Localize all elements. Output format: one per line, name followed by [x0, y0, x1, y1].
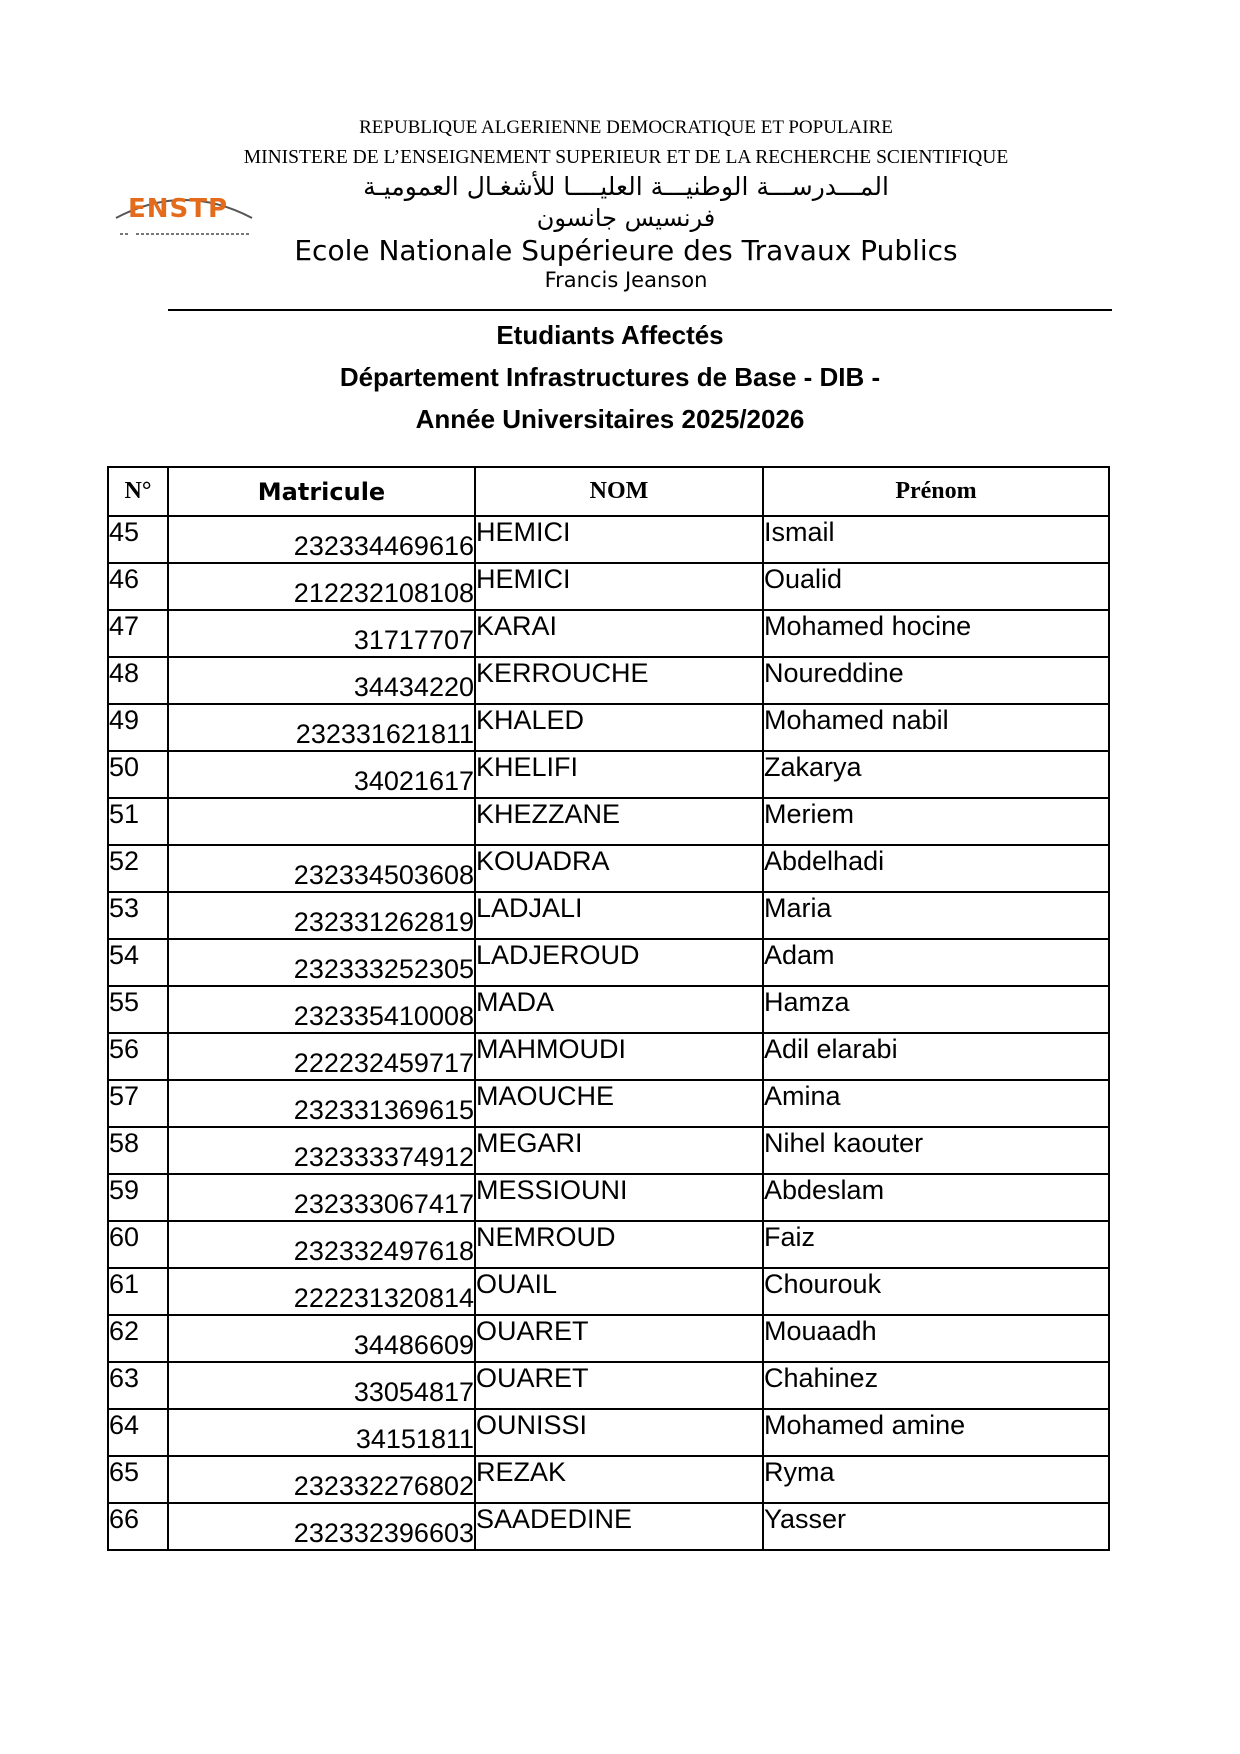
row-nom: KOUADRA: [475, 845, 763, 892]
row-nom: KHALED: [475, 704, 763, 751]
table-row: [108, 610, 1109, 657]
column-header-number: N°: [108, 467, 168, 516]
logo-text: ENSTP: [128, 194, 229, 224]
campus-name: Francis Jeanson: [544, 268, 708, 292]
row-prenom: Hamza: [763, 986, 1109, 1033]
row-matricule: 222232459717: [168, 1033, 475, 1080]
row-prenom: Meriem: [763, 798, 1109, 845]
row-matricule: 232334469616: [168, 516, 475, 563]
table-row: [108, 1080, 1109, 1127]
row-matricule: 232331262819: [168, 892, 475, 939]
row-number: 53: [108, 892, 168, 939]
table-header-row: [108, 467, 1109, 516]
row-number: 55: [108, 986, 168, 1033]
table-row: [108, 1315, 1109, 1362]
row-number: 50: [108, 751, 168, 798]
row-prenom: Noureddine: [763, 657, 1109, 704]
table-row: [108, 1409, 1109, 1456]
row-nom: LADJEROUD: [475, 939, 763, 986]
row-matricule: 34151811: [168, 1409, 475, 1456]
row-nom: OUARET: [475, 1362, 763, 1409]
table-row: [108, 1127, 1109, 1174]
row-matricule: 212232108108: [168, 563, 475, 610]
row-prenom: Adam: [763, 939, 1109, 986]
table-row: [108, 1033, 1109, 1080]
row-number: 49: [108, 704, 168, 751]
row-matricule: 232332497618: [168, 1221, 475, 1268]
table-row: [108, 516, 1109, 563]
row-nom: REZAK: [475, 1456, 763, 1503]
row-nom: KARAI: [475, 610, 763, 657]
row-prenom: Abdeslam: [763, 1174, 1109, 1221]
academic-year-title: Année Universitaires 2025/2026: [415, 404, 805, 434]
row-nom: MEGARI: [475, 1127, 763, 1174]
school-name: Ecole Nationale Supérieure des Travaux Publics: [294, 234, 958, 267]
row-nom: KERROUCHE: [475, 657, 763, 704]
row-nom: KHEZZANE: [475, 798, 763, 845]
table-row: [108, 798, 1109, 845]
row-prenom: Abdelhadi: [763, 845, 1109, 892]
table-row: [108, 892, 1109, 939]
row-number: 56: [108, 1033, 168, 1080]
table-row: [108, 1503, 1109, 1550]
row-prenom: Nihel kaouter: [763, 1127, 1109, 1174]
row-prenom: Mohamed hocine: [763, 610, 1109, 657]
row-number: 57: [108, 1080, 168, 1127]
row-number: 63: [108, 1362, 168, 1409]
row-nom: NEMROUD: [475, 1221, 763, 1268]
row-number: 60: [108, 1221, 168, 1268]
row-nom: OUAIL: [475, 1268, 763, 1315]
row-prenom: Mouaadh: [763, 1315, 1109, 1362]
row-prenom: Ismail: [763, 516, 1109, 563]
row-number: 54: [108, 939, 168, 986]
table-row: [108, 986, 1109, 1033]
row-number: 47: [108, 610, 168, 657]
row-prenom: Mohamed nabil: [763, 704, 1109, 751]
row-matricule: 232335410008: [168, 986, 475, 1033]
row-nom: MAOUCHE: [475, 1080, 763, 1127]
republic-line: REPUBLIQUE ALGERIENNE DEMOCRATIQUE ET POPULAIRE: [359, 117, 893, 138]
header-divider: [168, 309, 1112, 311]
row-prenom: Zakarya: [763, 751, 1109, 798]
table-row: [108, 1456, 1109, 1503]
row-number: 48: [108, 657, 168, 704]
row-prenom: Maria: [763, 892, 1109, 939]
row-number: 61: [108, 1268, 168, 1315]
table-row: [108, 1362, 1109, 1409]
column-header-matricule: Matricule: [168, 467, 475, 516]
row-matricule: 232333067417: [168, 1174, 475, 1221]
row-nom: MAHMOUDI: [475, 1033, 763, 1080]
row-number: 52: [108, 845, 168, 892]
row-matricule: 232332276802: [168, 1456, 475, 1503]
row-number: 59: [108, 1174, 168, 1221]
row-number: 51: [108, 798, 168, 845]
row-matricule: 31717707: [168, 610, 475, 657]
row-number: 62: [108, 1315, 168, 1362]
row-nom: HEMICI: [475, 516, 763, 563]
table-row: [108, 1174, 1109, 1221]
row-prenom: Oualid: [763, 563, 1109, 610]
row-number: 64: [108, 1409, 168, 1456]
table-row: [108, 751, 1109, 798]
table-row: [108, 845, 1109, 892]
row-matricule: 33054817: [168, 1362, 475, 1409]
row-nom: KHELIFI: [475, 751, 763, 798]
row-number: 65: [108, 1456, 168, 1503]
row-matricule: 34021617: [168, 751, 475, 798]
row-matricule: 232333374912: [168, 1127, 475, 1174]
row-prenom: Amina: [763, 1080, 1109, 1127]
row-prenom: Yasser: [763, 1503, 1109, 1550]
row-matricule: 232333252305: [168, 939, 475, 986]
row-number: 45: [108, 516, 168, 563]
arabic-campus-name: فرنسيس جانسون: [536, 204, 716, 232]
row-number: 66: [108, 1503, 168, 1550]
table-row: [108, 1268, 1109, 1315]
row-prenom: Chahinez: [763, 1362, 1109, 1409]
row-matricule: 34434220: [168, 657, 475, 704]
table-row: [108, 1221, 1109, 1268]
row-prenom: Chourouk: [763, 1268, 1109, 1315]
row-number: 58: [108, 1127, 168, 1174]
row-matricule: 222231320814: [168, 1268, 475, 1315]
row-matricule: 232331621811: [168, 704, 475, 751]
column-header-nom: NOM: [475, 467, 763, 516]
row-matricule: 232334503608: [168, 845, 475, 892]
row-prenom: Adil elarabi: [763, 1033, 1109, 1080]
list-title: Etudiants Affectés: [496, 320, 724, 350]
row-prenom: Ryma: [763, 1456, 1109, 1503]
table-row: [108, 704, 1109, 751]
row-matricule: 232332396603: [168, 1503, 475, 1550]
students-table: [107, 466, 1110, 1551]
department-title: Département Infrastructures de Base - DIB -: [339, 362, 881, 392]
column-header-prenom: Prénom: [763, 467, 1109, 516]
row-prenom: Faiz: [763, 1221, 1109, 1268]
ministry-line: MINISTERE DE L’ENSEIGNEMENT SUPERIEUR ET DE LA RECHERCHE SCIENTIFIQUE: [243, 147, 1009, 168]
table-row: [108, 939, 1109, 986]
arabic-school-name: المـــدرســـة الوطنيـــة العليــــا للأشغـال العموميـة: [363, 172, 889, 201]
table-row: [108, 657, 1109, 704]
row-nom: HEMICI: [475, 563, 763, 610]
row-number: 46: [108, 563, 168, 610]
row-nom: OUARET: [475, 1315, 763, 1362]
row-matricule: 232331369615: [168, 1080, 475, 1127]
row-nom: MESSIOUNI: [475, 1174, 763, 1221]
row-nom: MADA: [475, 986, 763, 1033]
row-prenom: Mohamed amine: [763, 1409, 1109, 1456]
row-matricule: [168, 798, 475, 845]
row-matricule: 34486609: [168, 1315, 475, 1362]
row-nom: OUNISSI: [475, 1409, 763, 1456]
row-nom: SAADEDINE: [475, 1503, 763, 1550]
table-row: [108, 563, 1109, 610]
row-nom: LADJALI: [475, 892, 763, 939]
